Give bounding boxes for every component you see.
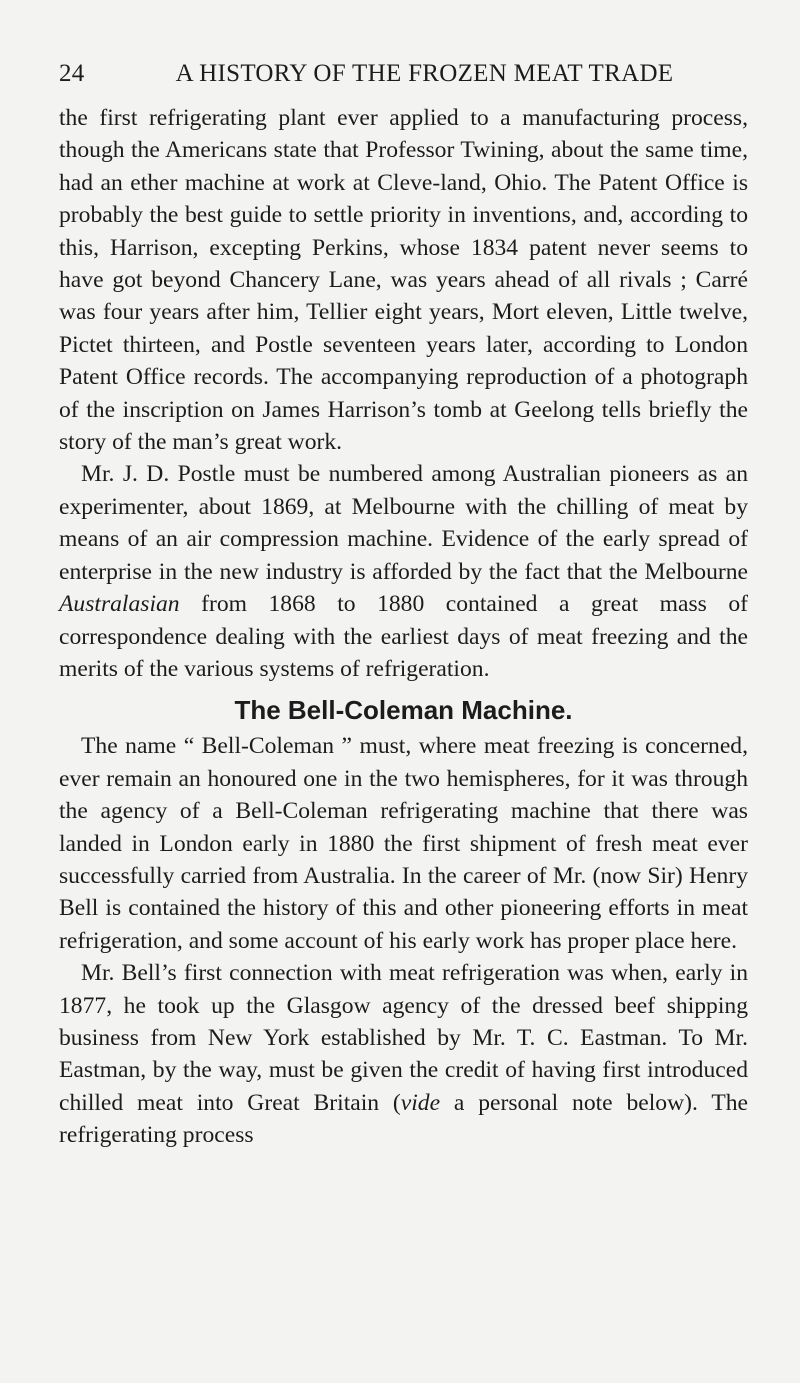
paragraph-postle <box>59 458 748 685</box>
paragraph-bell-connection <box>59 957 748 1151</box>
italic-title: Australasian <box>59 591 180 618</box>
paragraph-text: Mr. J. D. Postle must be numbered among Australian pioneers as an experimenter, about 1869, at Melbourne with the chilling of meat by means of an air compression machine. Evidence of the early spread of enterprise in the new industry is afforded by the fact that the Melbourne <box>59 461 748 585</box>
running-header <box>59 60 748 88</box>
page-number: 24 <box>59 60 85 87</box>
section-heading: The Bell-Coleman Machine. <box>234 695 573 726</box>
paragraph-text: from 1868 to 1880 contained a great mass of correspondence dealing with the earliest days of meat freezing and the merits of the various systems of refrigeration. <box>59 591 748 682</box>
running-title: A HISTORY OF THE FROZEN MEAT TRADE <box>175 60 674 87</box>
italic-term: vide <box>400 1089 441 1116</box>
paragraph-bell-coleman: The name “ Bell-Coleman ” must, where meat freezing is concerned, ever remain an honoured one in the two hemispheres, for it was through the agency of a Bell-Coleman refrigerating machine that there was landed in London early in 1880 the first shipment of fresh meat ever successfully carried from Australia. In the career of Mr. (now Sir) Henry Bell is contained the history of this and other pioneering efforts in meat refrigeration, and some account of his early work has proper place here. <box>59 733 748 954</box>
paragraph-continued: the first refrigerating plant ever applied to a manufacturing process, though the Americans state that Professor Twining, about the same time, had an ether machine at work at Cleve-land, Ohio. The Patent Office is probably the best guide to settle priority in inventions, and, according to this, Harrison, excepting Perkins, whose 1834 patent never seems to have got beyond Chancery Lane, was years ahead of all rivals ; Carré was four years after him, Tellier eight years, Mort eleven, Little twelve, Pictet thirteen, and Postle seventeen years later, according to London Patent Office records. The accompanying reproduction of a photograph of the inscription on James Harrison’s tomb at Geelong tells briefly the story of the man’s great work. <box>59 105 748 456</box>
page-body <box>59 102 748 1152</box>
paragraph-text: Mr. Bell’s first connection with meat refrigeration was when, early in 1877, he took up the Glasgow agency of the dressed beef shipping business from New York established by Mr. T. C. Eastman. To Mr. Eastman, by the way, must be given the credit of having first introduced chilled meat into Great Britain ( <box>59 960 748 1116</box>
paragraph-text: a personal note below). The refrigerating process <box>59 1089 749 1149</box>
